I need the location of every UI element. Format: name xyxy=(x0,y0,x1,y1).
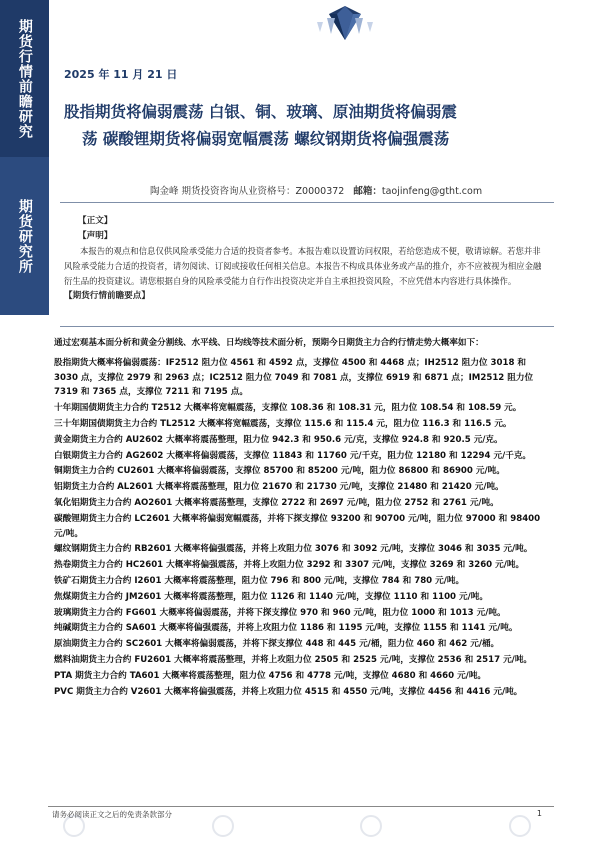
sidebar-bottom-label: 期货研究所 xyxy=(16,198,33,274)
summary-item: 十年期国债期货主力合约 T2512 大概率将宽幅震荡，支撑位 108.36 和 108.31 元，阻力位 108.54 和 108.59 元。 xyxy=(54,403,522,414)
section-main-label: 【正文】 xyxy=(78,216,113,226)
summary-item: 玻璃期货主力合约 FG601 大概率将偏弱震荡，并将下探支撑位 970 和 960 元/吨，阻力位 1000 和 1013 元/吨。 xyxy=(54,607,506,618)
summary-item: 铜期货主力合约 CU2601 大概率将偏弱震荡，支撑位 85700 和 85200 元/吨，阻力位 86800 和 86900 元/吨。 xyxy=(54,466,505,477)
summary-list xyxy=(54,356,544,700)
footer-notice: 请务必阅读正文之后的免责条款部分 xyxy=(52,810,172,819)
page-number: 1 xyxy=(536,809,542,818)
summary-item: 焦煤期货主力合约 JM2601 大概率将震荡整理，阻力位 1126 和 1140 元/吨，支撑位 1110 和 1100 元/吨。 xyxy=(54,591,488,602)
summary-item: PTA 期货主力合约 TA601 大概率将震荡整理，阻力位 4756 和 4778 元/吨，支撑位 4680 和 4660 元/吨。 xyxy=(54,670,487,681)
summary-item: 三十年期国债期货主力合约 TL2512 大概率将宽幅震荡，支撑位 115.6 和 115.4 元，阻力位 116.3 和 116.5 元。 xyxy=(54,418,512,429)
watermark-mark xyxy=(212,815,234,837)
summary-item: 热卷期货主力合约 HC2601 大概率将偏强震荡，并将上攻阻力位 3292 和 3307 元/吨，支撑位 3269 和 3260 元/吨。 xyxy=(54,560,525,571)
summary-item: 纯碱期货主力合约 SA601 大概率将偏强震荡，并将上攻阻力位 1186 和 1195 元/吨，支撑位 1155 和 1141 元/吨。 xyxy=(54,623,518,634)
report-date: 2025 年 11 月 21 日 xyxy=(64,68,178,81)
divider xyxy=(60,202,554,203)
page-header xyxy=(49,0,594,56)
summary-intro: 通过宏观基本面分析和黄金分割线、水平线、日均线等技术面分析，预期今日期货主力合约行情走势大概率如下： xyxy=(54,338,484,348)
summary-item: 铁矿石期货主力合约 I2601 大概率将震荡整理，阻力位 796 和 800 元/吨，支撑位 784 和 780 元/吨。 xyxy=(54,575,465,586)
disclaimer-text: 本报告的观点和信息仅供风险承受能力合适的投资者参考。本报告难以设置访问权限，若给您造成不便，敬请谅解。若您并非风险承受能力合适的投资者，请勿阅读、订阅或接收任何相关信息。本报告不构成具体业务或产品的推介，亦不应被视为相应金融衍生品的投资建议。请您根据自身的风险承受能力自行作出投资决定并自主承担投资风险，不应凭借本内容进行具体操作。 xyxy=(64,246,542,286)
sidebar-top-band xyxy=(0,0,49,157)
section-statement-label: 【声明】 xyxy=(78,231,113,241)
email-label: 邮箱： xyxy=(353,186,382,197)
author-line xyxy=(150,183,482,197)
author-email-link[interactable]: taojinfeng@gtht.com xyxy=(381,186,483,197)
summary-item: PVC 期货主力合约 V2601 大概率将偏强震荡，并将上攻阻力位 4515 和 4550 元/吨，支撑位 4456 和 4416 元/吨。 xyxy=(54,686,523,697)
summary-item: 白银期货主力合约 AG2602 大概率将偏弱震荡，支撑位 11843 和 11760 元/千克，阻力位 12180 和 12294 元/千克。 xyxy=(54,450,532,461)
summary-item: 原油期货主力合约 SC2601 大概率将偏弱震荡，并将下探支撑位 448 和 445 元/桶，阻力位 460 和 462 元/桶。 xyxy=(54,639,500,650)
author-info: 陶金峰 期货投资咨询从业资格号：Z0000372 xyxy=(150,186,345,197)
footer-divider xyxy=(48,806,554,807)
summary-item: 股指期货大概率将偏弱震荡：IF2512 阻力位 4561 和 4592 点，支撑位 4500 和 4468 点；IH2512 阻力位 3018 和 3030 点，支撑位 2979 和 2963 点；IC2512 阻力位 7049 和 7081 点，支撑位 6919 和 6871 点；IM2512 阻力位 7319 和 7365 点，支撑位 7211 和 7195 点。 xyxy=(54,357,534,398)
divider xyxy=(60,326,554,327)
summary-item: 黄金期货主力合约 AU2602 大概率将震荡整理，阻力位 942.3 和 950.6 元/克，支撑位 924.8 和 920.5 元/克。 xyxy=(54,434,503,445)
title-line-2: 荡 碳酸锂期货将偏弱宽幅震荡 螺纹钢期货将偏强震荡 xyxy=(82,129,450,148)
summary-item: 螺纹钢期货主力合约 RB2601 大概率将偏强震荡，并将上攻阻力位 3076 和 3092 元/吨，支撑位 3046 和 3035 元/吨。 xyxy=(54,544,533,555)
summary-item: 燃料油期货主力合约 FU2601 大概率将震荡整理，并将上攻阻力位 2505 和 2525 元/吨，支撑位 2536 和 2517 元/吨。 xyxy=(54,654,533,665)
sidebar-top-label: 期货行情前瞻研究 xyxy=(16,18,33,139)
summary-block xyxy=(54,336,544,700)
page-title xyxy=(64,98,544,152)
sidebar-bottom-band xyxy=(0,157,49,315)
summary-item: 氧化铝期货主力合约 AO2601 大概率将震荡整理，支撑位 2722 和 2697 元/吨，阻力位 2752 和 2761 元/吨。 xyxy=(54,497,499,508)
summary-heading: 【期货行情前瞻要点】 xyxy=(64,291,150,301)
watermark-mark xyxy=(360,815,382,837)
summary-item: 碳酸锂期货主力合约 LC2601 大概率将偏弱宽幅震荡，并将下探支撑位 93200 和 90700 元/吨，阻力位 97000 和 98400 元/吨。 xyxy=(54,513,541,539)
title-line-1: 股指期货将偏弱震荡 白银、铜、玻璃、原油期货将偏弱震 xyxy=(64,102,457,121)
watermark-mark xyxy=(509,815,531,837)
report-body xyxy=(64,214,544,304)
diamond-logo-icon xyxy=(309,4,381,44)
summary-item: 铝期货主力合约 AL2601 大概率将震荡整理，阻力位 21670 和 21730 元/吨，支撑位 21480 和 21420 元/吨。 xyxy=(54,482,504,493)
